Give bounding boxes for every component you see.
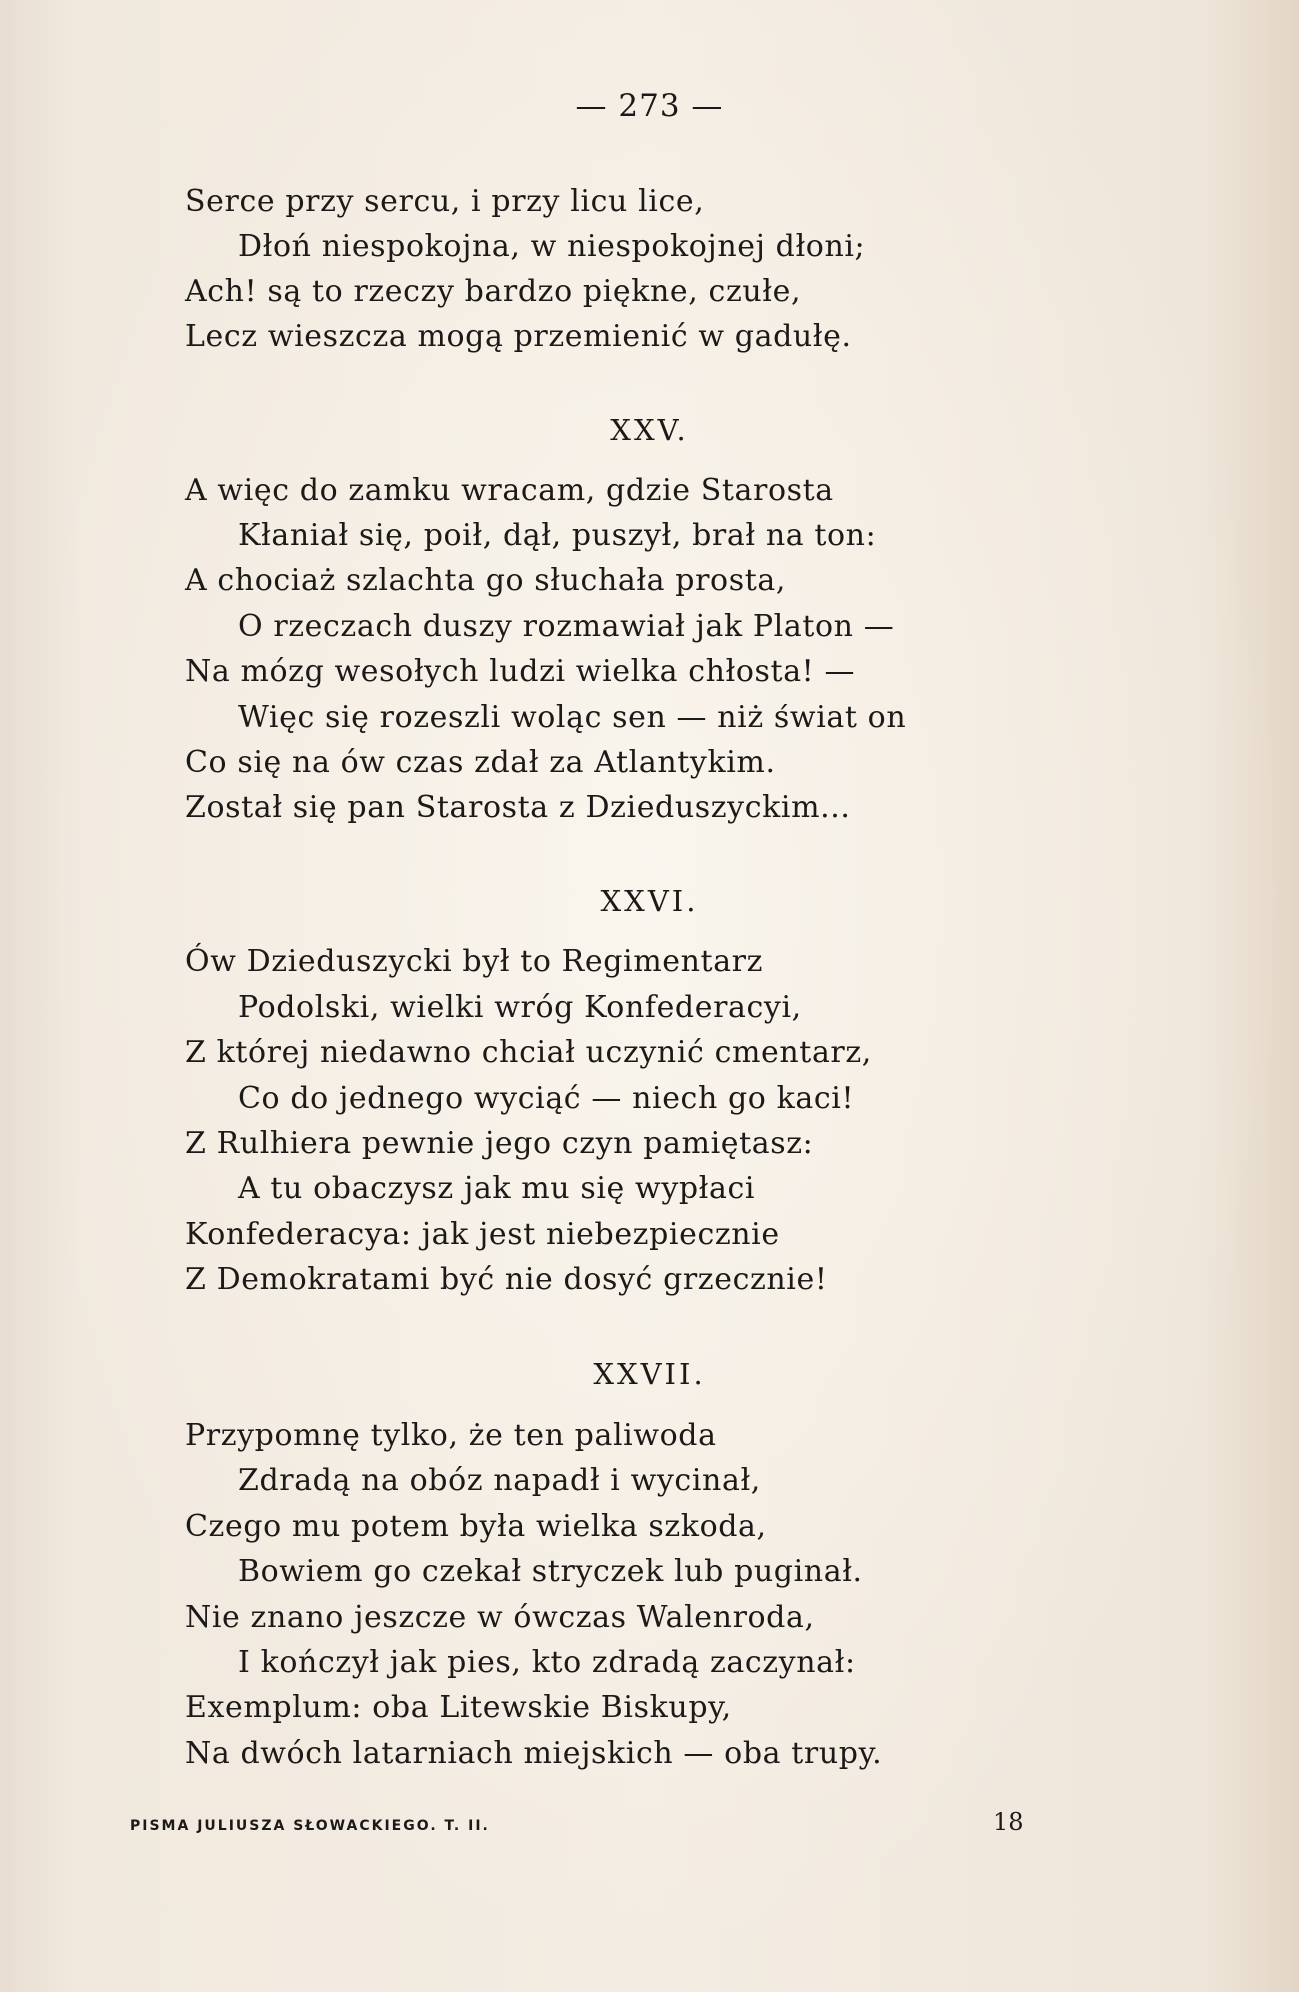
verse-line: A tu obaczysz jak mu się wypłaci [238, 1171, 756, 1206]
verse-line: Konfederacya: jak jest niebezpiecznie [185, 1217, 780, 1252]
verse-line: Zdradą na obóz napadł i wycinał, [238, 1463, 761, 1498]
verse-line: Dłoń niespokojna, w niespokojnej dłoni; [238, 229, 866, 264]
verse-line: Serce przy sercu, i przy licu lice, [185, 184, 705, 219]
stanza-heading: XXVII. [593, 1357, 706, 1391]
stanza-heading: XXVI. [600, 884, 699, 918]
verse-line: Co się na ów czas zdał za Atlantykim. [185, 745, 776, 780]
verse-line: Co do jednego wyciąć — niech go kaci! [238, 1081, 855, 1116]
verse-line: Bowiem go czekał stryczek lub puginał. [238, 1554, 863, 1589]
verse-line: A więc do zamku wracam, gdzie Starosta [185, 473, 834, 508]
verse-line: Więc się rozeszli woląc sen — niż świat on [238, 700, 907, 735]
verse-line: Ach! są to rzeczy bardzo piękne, czułe, [185, 274, 802, 309]
verse-line: A chociaż szlachta go słuchała prosta, [185, 563, 786, 598]
verse-line: Nie znano jeszcze w ówczas Walenroda, [185, 1600, 815, 1635]
verse-line: Na mózg wesołych ludzi wielka chłosta! — [185, 654, 856, 689]
verse-line: I kończył jak pies, kto zdradą zaczynał: [238, 1645, 856, 1680]
verse-line: Ów Dzieduszycki był to Regimentarz [185, 944, 764, 979]
verse-line: Czego mu potem była wielka szkoda, [185, 1509, 767, 1544]
verse-line: Przypomnę tylko, że ten paliwoda [185, 1418, 717, 1453]
stanza-heading: XXV. [610, 413, 689, 447]
verse-line: Został się pan Starosta z Dzieduszyckim... [185, 790, 851, 825]
verse-line: Z której niedawno chciał uczynić cmentarz, [185, 1035, 872, 1070]
printer-signature: PISMA JULIUSZA SŁOWACKIEGO. T. II. [130, 1818, 490, 1834]
verse-line: Z Demokratami być nie dosyć grzecznie! [185, 1262, 828, 1297]
verse-line: Kłaniał się, poił, dął, puszył, brał na ton: [238, 518, 877, 553]
verse-line: Exemplum: oba Litewskie Biskupy, [185, 1690, 732, 1725]
verse-line: O rzeczach duszy rozmawiał jak Platon — [238, 609, 895, 644]
verse-line: Z Rulhiera pewnie jego czyn pamiętasz: [185, 1126, 814, 1161]
verse-line: Lecz wieszcza mogą przemienić w gadułę. [185, 319, 852, 354]
page-number: — 273 — [575, 88, 724, 124]
verse-line: Podolski, wielki wróg Konfederacyi, [238, 990, 802, 1025]
sheet-number: 18 [993, 1808, 1024, 1836]
verse-line: Na dwóch latarniach miejskich — oba trupy. [185, 1736, 883, 1771]
